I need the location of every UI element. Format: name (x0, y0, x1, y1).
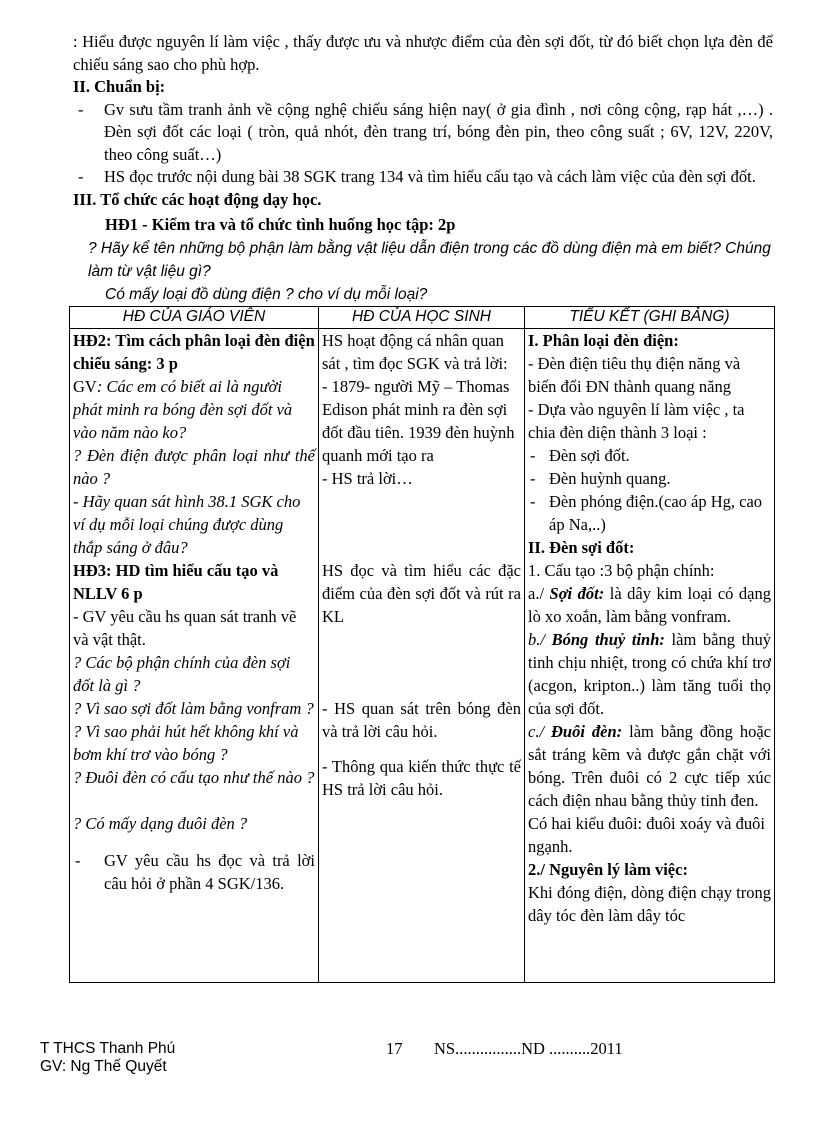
page-number: 17 (386, 1039, 403, 1058)
question-2: Có mấy loại đồ dùng điện ? cho ví dụ mỗi loại? (105, 285, 428, 303)
filament-desc: là dây kim loại có dạng lò xo xoắn, làm bằng vonfram. (528, 583, 771, 626)
question-base-types: ? Có mấy dạng đuôi đèn ? (73, 813, 248, 833)
table-header-row (70, 306, 775, 328)
student-text: HS hoạt động cá nhân quan sát , tìm đọc SGK và trả lời: (322, 330, 508, 373)
summary-cell (525, 328, 775, 982)
lamp-type: - Đèn huỳnh quang. (528, 467, 771, 490)
lamp-type: - Đèn sợi đốt. (528, 444, 771, 467)
header-teacher: HĐ CỦA GIÁO VIÊN (70, 306, 319, 328)
summary-text: - Dựa vào nguyên lí làm việc , ta chia đèn diện thành 3 loại : (528, 399, 745, 442)
item-marker: c./ (528, 721, 552, 741)
preparation-list (73, 99, 773, 189)
bulb-desc: làm bằng thuỷ tinh chịu nhiệt, trong có chứa khí trơ (acgon, kripton..) làm tăng tuổi thọ của sợi đốt. (528, 629, 771, 718)
item-marker: a./ (528, 583, 550, 603)
gv-read-instruction: - GV yêu cầu hs đọc và trả lời câu hỏi ở phần 4 SGK/136. (73, 849, 315, 895)
list-item: - Gv sưu tầm tranh ảnh về cộng nghệ chiếu sáng hiện nay( ở gia đình , nơi công cộng, rạp hát ,…) . Đèn sợi đốt các loại ( tròn, quả nhót, đèn trang trí, bóng đèn pin, theo công suất ; 6V, 12V, 220V, theo công suất…) (73, 99, 773, 167)
hd3-heading: HĐ3: HD tìm hiểu cấu tạo và NLLV 6 p (73, 560, 279, 603)
hd2-heading: HĐ2: Tìm cách phân loại đèn điện chiếu sáng: 3 p (73, 330, 315, 373)
question-tungsten: ? Vì sao sợi đốt làm bằng vonfram ? (73, 698, 314, 718)
header-summary: TIỂU KẾT (GHI BẢNG) (525, 306, 775, 328)
student-text: - Thông qua kiến thức thực tế HS trả lời câu hỏi. (322, 756, 521, 799)
student-text: - HS quan sát trên bóng đèn và trả lời câu hỏi. (322, 698, 521, 741)
bulb-term: Bóng thuỷ tinh: (551, 629, 665, 649)
hd1-heading: HĐ1 - Kiểm tra và tổ chức tình huống học tập: 2p (105, 215, 456, 234)
student-text: - HS trả lời… (322, 468, 413, 488)
teacher-name: GV: Ng Thế Quyết (40, 1058, 167, 1075)
table-row (70, 328, 775, 982)
school-name: T THCS Thanh Phú (40, 1040, 176, 1057)
question-classify: ? Đèn điện được phân loại như thế nào ? (73, 445, 315, 488)
document-page (73, 31, 773, 983)
question-base: ? Đuôi đèn có cấu tạo như thế nào ? (73, 767, 315, 787)
working-principle: Khi đóng điện, dòng điện chạy trong dây tóc đèn làm dây tóc (528, 882, 771, 925)
structure-text: 1. Cấu tạo :3 bộ phận chính: (528, 560, 715, 580)
student-text: HS đọc và tìm hiểu các đặc điểm của đèn sợi đốt và rút ra KL (322, 560, 521, 626)
teacher-cell (70, 328, 319, 982)
lesson-table (69, 306, 775, 983)
item-marker: b./ (528, 629, 552, 649)
date-field: NS................ND ..........2011 (434, 1039, 623, 1058)
gv-question: : Các em có biết ai là người phát minh ra bóng đèn sợi đốt và vào năm nào ko? (73, 376, 293, 442)
gv-label: GV (73, 376, 97, 396)
lamp-type: - Đèn phóng điện.(cao áp Hg, cao áp Na,..) (528, 490, 771, 536)
intro-paragraph: : Hiểu được nguyên lí làm việc , thấy được ưu và nhược điểm của đèn sợi đốt, từ đó biết chọn lựa đèn để chiếu sáng sao cho phù hợp. (73, 32, 773, 74)
summary-heading-3: 2./ Nguyên lý làm việc: (528, 859, 688, 879)
filament-term: Sợi đốt: (549, 583, 605, 603)
question-1: ? Hãy kể tên những bộ phận làm bằng vật liệu dẫn điện trong các đồ dùng điện mà em biết? Chúng làm từ vật liệu gì? (88, 239, 771, 280)
list-item: - HS đọc trước nội dung bài 38 SGK trang 134 và tìm hiểu cấu tạo và cách làm việc của đèn sợi đốt. (73, 166, 773, 189)
question-vacuum: ? Vì sao phải hút hết không khí và bơm khí trơ vào bóng ? (73, 721, 299, 764)
summary-heading-1: I. Phân loại đèn điện: (528, 330, 679, 350)
summary-heading-2: II. Đèn sợi đốt: (528, 537, 635, 557)
base-types: Có hai kiểu đuôi: đuôi xoáy và đuôi ngạnh. (528, 813, 765, 856)
student-cell (319, 328, 525, 982)
header-student: HĐ CỦA HỌC SINH (319, 306, 525, 328)
section-2-heading: II. Chuẩn bị: (73, 77, 166, 96)
base-desc: làm bằng đồng hoặc sắt tráng kẽm và được gắn chặt với bóng. Trên đuôi có 2 cực tiếp xúc cách điện nhau bằng thủy tinh đen. (528, 721, 771, 810)
question-figure: - Hãy quan sát hình 38.1 SGK cho ví dụ mỗi loại chúng được dùng thắp sáng ở đâu? (73, 491, 301, 557)
section-3-heading: III. Tổ chức các hoạt động dạy học. (73, 189, 322, 209)
question-parts: ? Các bộ phận chính của đèn sợi đốt là gì ? (73, 652, 291, 695)
summary-text: - Đèn điện tiêu thụ điện năng và biến đổi ĐN thành quang năng (528, 353, 741, 396)
base-term: Đuôi đèn: (551, 721, 623, 741)
gv-instruction: - GV yêu cầu hs quan sát tranh vẽ và vật thật. (73, 606, 297, 649)
student-text: - 1879- người Mỹ – Thomas Edison phát minh ra đèn sợi đốt đầu tiên. 1939 đèn huỳnh quanh mới tạo ra (322, 376, 515, 465)
